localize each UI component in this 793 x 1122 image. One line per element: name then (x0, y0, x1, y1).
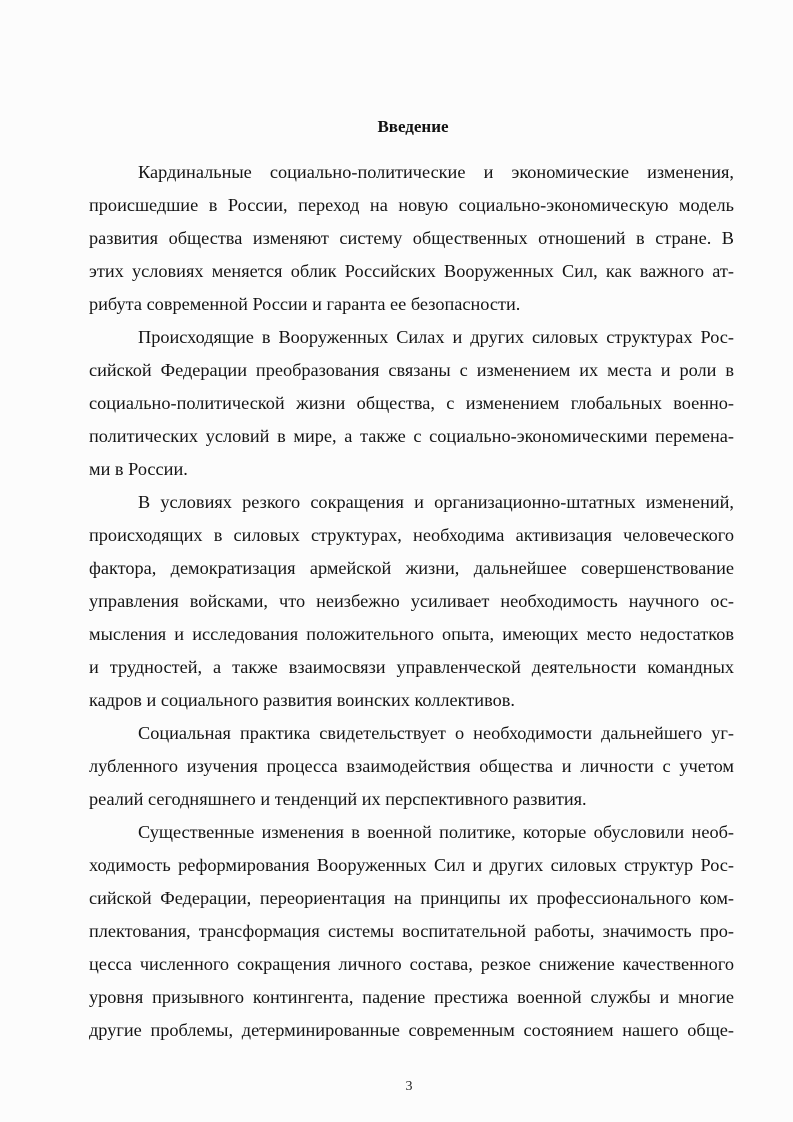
text-line: развития общества изменяют систему общественных отношений в стране. В (89, 228, 734, 248)
text-line: кадров и социального развития воинских коллективов. (89, 690, 515, 710)
text-line: плектования, трансформация системы воспитательной работы, значимость про- (89, 921, 734, 941)
text-line: ми в России. (89, 459, 188, 479)
text-line: другие проблемы, детерминированные современным состоянием нашего обще- (89, 1020, 734, 1040)
section-heading: Введение (377, 117, 449, 136)
text-line: и трудностей, а также взаимосвязи управленческой деятельности командных (89, 657, 734, 677)
text-line: фактора, демократизация армейской жизни, дальнейшее совершенствование (89, 558, 734, 578)
text-line: уровня призывного контингента, падение престижа военной службы и многие (89, 987, 734, 1007)
text-line: цесса численного сокращения личного состава, резкое снижение качественного (89, 954, 734, 974)
text-line: мысления и исследования положительного опыта, имеющих место недостатков (89, 624, 734, 644)
text-line: управления войсками, что неизбежно усиливает необходимость научного ос- (89, 591, 734, 611)
text-line: сийской Федерации, переориентация на принципы их профессионального ком- (89, 888, 734, 908)
text-line: социально-политической жизни общества, с изменением глобальных военно- (89, 393, 734, 413)
text-line: Происходящие в Вооруженных Силах и других силовых структурах Рос- (138, 327, 734, 347)
text-line: лубленного изучения процесса взаимодействия общества и личности с учетом (89, 756, 734, 776)
text-line: Существенные изменения в военной политике, которые обусловили необ- (138, 822, 734, 842)
text-line: этих условиях меняется облик Российских Вооруженных Сил, как важного ат- (89, 261, 734, 281)
text-line: Социальная практика свидетельствует о необходимости дальнейшего уг- (138, 723, 734, 743)
text-line: происходящих в силовых структурах, необходима активизация человеческого (89, 525, 734, 545)
text-line: сийской Федерации преобразования связаны с изменением их места и роли в (89, 360, 734, 380)
text-line: В условиях резкого сокращения и организационно-штатных изменений, (138, 492, 734, 512)
text-line: происшедшие в России, переход на новую социально-экономическую модель (89, 195, 734, 215)
text-line: рибута современной России и гаранта ее безопасности. (89, 294, 521, 314)
text-line: реалий сегодняшнего и тенденций их перспективного развития. (89, 789, 587, 809)
text-line: политических условий в мире, а также с социально-экономическими перемена- (89, 426, 734, 446)
text-line: ходимость реформирования Вооруженных Сил и других силовых структур Рос- (89, 855, 734, 875)
page-number: 3 (405, 1079, 413, 1094)
text-line: Кардинальные социально-политические и экономические изменения, (138, 162, 734, 182)
